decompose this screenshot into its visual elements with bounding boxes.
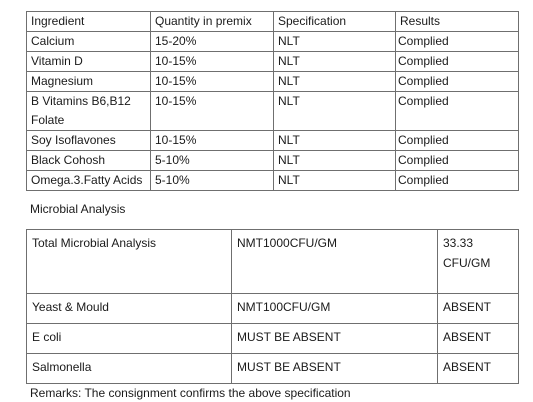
ingredient-cell: Black Cohosh [27,151,151,171]
table-row [27,354,519,384]
quantity-cell: 5-10% [151,171,274,191]
microbial-limit-cell: MUST BE ABSENT [232,354,438,384]
table-row [27,72,519,92]
header-results: Results [396,12,519,32]
table-row [27,294,519,324]
result-cell: Complied [396,92,519,131]
quantity-cell: 10-15% [151,92,274,131]
result-cell: Complied [396,52,519,72]
result-cell: Complied [396,151,519,171]
remarks-text: Remarks: The consignment confirms the above specification [30,386,351,400]
specification-cell: NLT [274,171,396,191]
result-cell: Complied [396,32,519,52]
quantity-cell: 10-15% [151,72,274,92]
microbial-table [26,229,519,384]
table-header-row [27,12,519,32]
table-row [27,230,519,294]
ingredient-cell: Magnesium [27,72,151,92]
ingredient-cell: Soy Isoflavones [27,131,151,151]
microbial-test-cell: Yeast & Mould [27,294,232,324]
microbial-limit-cell: NMT1000CFU/GM [232,230,438,294]
table-row [27,151,519,171]
specification-cell: NLT [274,131,396,151]
ingredients-table [26,11,519,191]
ingredient-cell: Omega.3.Fatty Acids [27,171,151,191]
specification-cell: NLT [274,151,396,171]
quantity-cell: 15-20% [151,32,274,52]
microbial-result-cell: ABSENT [438,354,519,384]
microbial-limit-cell: MUST BE ABSENT [232,324,438,354]
microbial-result-cell: 33.33 CFU/GM [438,230,519,294]
specification-cell: NLT [274,52,396,72]
microbial-analysis-title: Microbial Analysis [30,202,126,216]
microbial-result-cell: ABSENT [438,294,519,324]
microbial-test-cell: Total Microbial Analysis [27,230,232,294]
microbial-result-cell: ABSENT [438,324,519,354]
result-cell: Complied [396,171,519,191]
quantity-cell: 10-15% [151,131,274,151]
table-row [27,52,519,72]
specification-cell: NLT [274,32,396,52]
quantity-cell: 10-15% [151,52,274,72]
result-cell: Complied [396,131,519,151]
result-cell: Complied [396,72,519,92]
microbial-limit-cell: NMT100CFU/GM [232,294,438,324]
specification-cell: NLT [274,92,396,131]
quantity-cell: 5-10% [151,151,274,171]
ingredient-cell: Calcium [27,32,151,52]
table-row [27,32,519,52]
table-row [27,131,519,151]
header-ingredient: Ingredient [27,12,151,32]
microbial-test-cell: E coli [27,324,232,354]
table-row [27,92,519,131]
header-quantity: Quantity in premix [151,12,274,32]
ingredient-cell: Vitamin D [27,52,151,72]
ingredient-cell: B Vitamins B6,B12 Folate [27,92,151,131]
table-row [27,171,519,191]
microbial-test-cell: Salmonella [27,354,232,384]
table-row [27,324,519,354]
specification-cell: NLT [274,72,396,92]
header-specification: Specification [274,12,396,32]
